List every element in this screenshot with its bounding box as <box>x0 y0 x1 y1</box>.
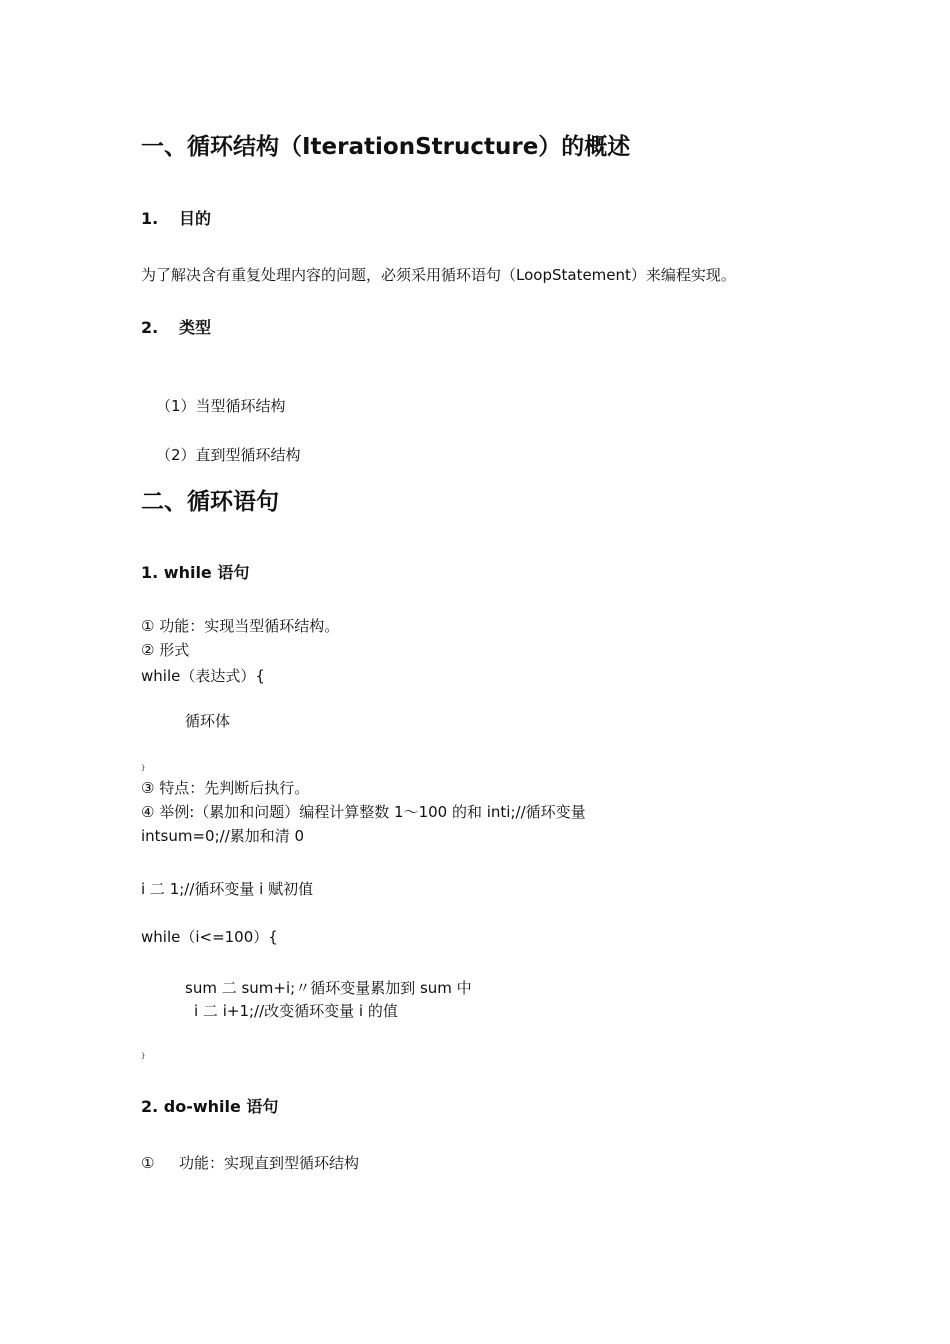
subheading-title: 类型 <box>179 318 212 337</box>
type-item-until-loop: （2）直到型循环结构 <box>156 446 301 464</box>
code-sum-init: intsum=0;//累加和清 0 <box>141 827 305 845</box>
code-closing-brace: } <box>141 1052 146 1060</box>
code-sum-accumulate: sum 二 sum+i;〃循环变量累加到 sum 中 <box>185 979 472 997</box>
section-heading-iteration-overview: 一、循环结构（IterationStructure）的概述 <box>141 134 631 160</box>
subheading-number: 2. <box>141 318 159 337</box>
while-feature-item: ③ 特点：先判断后执行。 <box>141 779 310 797</box>
section-heading-loop-statements: 二、循环语句 <box>141 489 279 515</box>
code-i-init: i 二 1;//循环变量 i 赋初值 <box>141 880 314 898</box>
code-while-condition: while（i<=100）{ <box>141 928 278 946</box>
while-form-item: ② 形式 <box>141 641 190 659</box>
code-i-increment: i 二 i+1;//改变循环变量 i 的值 <box>194 1002 398 1020</box>
while-function-item: ① 功能：实现当型循环结构。 <box>141 617 340 635</box>
subheading-while-statement: 1. while 语句 <box>141 563 250 582</box>
subheading-do-while-statement: 2. do-while 语句 <box>141 1097 279 1116</box>
do-while-function-item <box>141 1156 359 1171</box>
while-loop-body-line: 循环体 <box>185 712 231 730</box>
list-marker: ① <box>141 1154 155 1172</box>
subheading-types <box>141 320 211 336</box>
while-form-code-line: while（表达式）{ <box>141 667 265 685</box>
subheading-title: 目的 <box>179 209 212 228</box>
while-example-item: ④ 举例:（累加和问题）编程计算整数 1〜100 的和 inti;//循环变量 <box>141 803 586 821</box>
subheading-number: 1. <box>141 209 159 228</box>
purpose-paragraph: 为了解决含有重复处理内容的问题，必须采用循环语句（LoopStatement）来编程实现。 <box>141 266 736 284</box>
subheading-purpose <box>141 211 211 227</box>
list-item-text: 功能：实现直到型循环结构 <box>179 1154 360 1172</box>
while-form-closing-brace: } <box>141 764 146 772</box>
type-item-while-loop: （1）当型循环结构 <box>156 397 286 415</box>
